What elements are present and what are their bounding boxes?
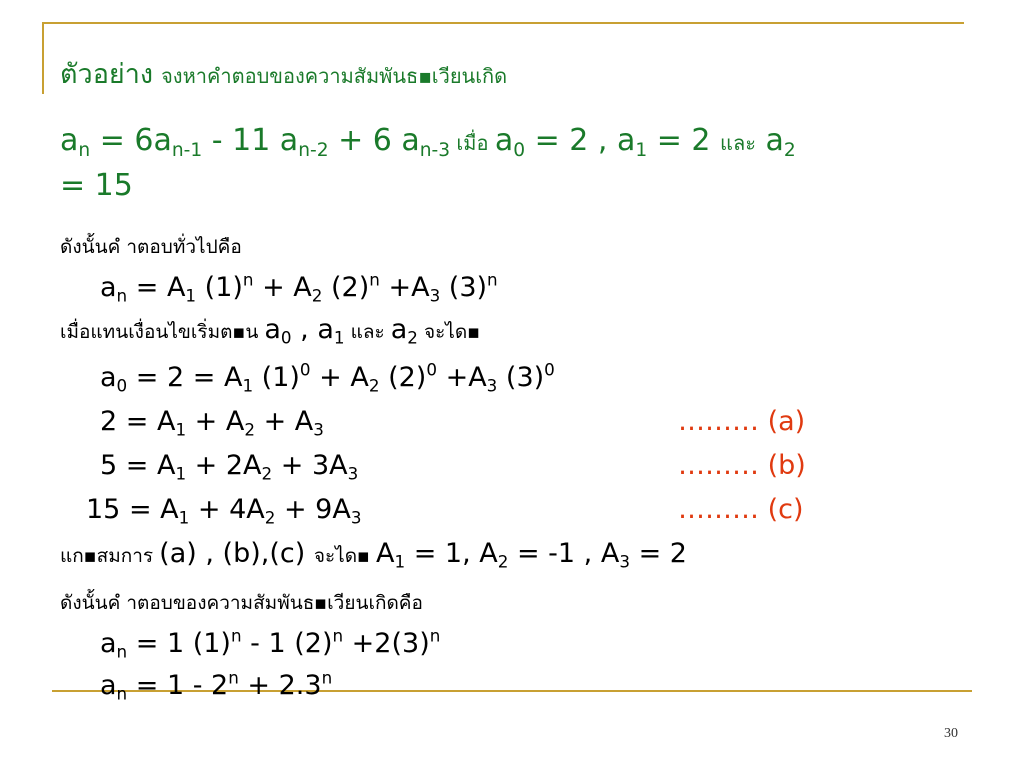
solve-line: แก▪สมการ (a) , (b),(c) จะได▪ $A_1 = 1$, $A_2 = -1$ , $A_3 = 2$ <box>60 538 687 572</box>
top-rule <box>42 22 964 24</box>
slide-title <box>60 52 507 95</box>
answer-equation-1: $a_n = 1$ $(1)^n - 1$ $(2)^n +2(3)^n$ <box>100 625 441 662</box>
answer-intro: ดังนั้นคํ าตอบของความสัมพันธ▪เวียนเกิดคือ <box>60 592 423 614</box>
equation-label-a: ……… (a) <box>678 406 806 437</box>
equation-label-c: ……… (c) <box>678 494 804 525</box>
system-equation-b: $5 = A_1 + 2A_2 + 3A_3$ <box>100 450 359 484</box>
general-solution-equation: $a_n = A_1$ $(1)^n + A_2$ $(2)^n +A_3$ $(3)^n$ <box>100 269 498 306</box>
page-number: 30 <box>944 726 958 741</box>
general-solution-intro: ดังนั้นคํ าตอบทั่วไปคือ <box>60 236 242 258</box>
title-label: ตัวอย่าง <box>60 59 154 90</box>
answer-equation-2: $a_n = 1 - 2^n + 2.3^n$ <box>100 667 333 704</box>
system-equation-a: $2 = A_1 + A_2 + A_3$ <box>100 406 324 440</box>
substitution-intro: เมื่อแทนเงื่อนไขเริ่มต▪น $a_0$ , $a_1$ และ $a_2$ จะได▪ <box>60 314 481 348</box>
left-rule <box>42 22 44 94</box>
equation-label-b: ……… (b) <box>678 450 806 481</box>
recurrence-equation: $a_n = 6a_{n-1} - 11$ $a_{n-2} + 6$ $a_{n-3}$ เมื่อ $a_0 = 2$ , $a_1 = 2$ และ $a_2$ <box>60 123 796 161</box>
title-subtitle: จงหาคำตอบของความสัมพันธ▪เวียนเกิด <box>161 64 508 88</box>
initial-condition-equation: $a_0 = 2 = A_1$ $(1)^0 + A_2$ $(2)^0 +A_3$ $(3)^0$ <box>100 359 555 396</box>
recurrence-equation-cont: = 15 <box>60 168 133 203</box>
system-equation-c: $15 = A_1 + 4A_2 + 9A_3$ <box>86 494 362 528</box>
